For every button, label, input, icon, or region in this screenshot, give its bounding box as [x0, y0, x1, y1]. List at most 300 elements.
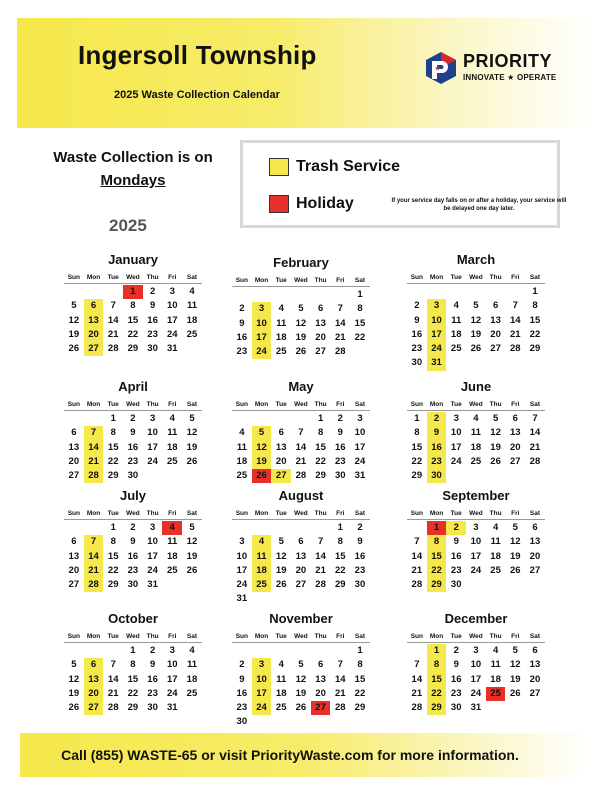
priority-logo-icon	[425, 51, 457, 85]
day-cell: 1	[110, 413, 116, 424]
weekday-label: Sun	[410, 401, 423, 408]
day-cell: 15	[107, 441, 119, 453]
weekday-label: Fri	[336, 510, 345, 517]
day-cell: 30	[334, 470, 346, 482]
weekday-label: Thu	[314, 510, 327, 517]
month-name: March	[456, 252, 496, 267]
holiday-legend-label: Holiday	[296, 195, 354, 212]
day-cell: 14	[334, 673, 346, 685]
day-cell: 14	[107, 673, 119, 685]
day-cell: 16	[334, 441, 346, 453]
legend-box	[240, 140, 567, 228]
weekday-label: Mon	[254, 401, 269, 408]
collection-day: Mondays	[100, 172, 166, 189]
day-cell: 29	[107, 579, 119, 591]
empty-day	[505, 285, 525, 299]
day-cell: 25	[236, 470, 248, 482]
day-cell: 5	[473, 300, 479, 312]
holiday-swatch	[269, 195, 289, 213]
day-cell: 7	[110, 300, 116, 312]
day-cell: 25	[186, 328, 198, 340]
day-cell: 25	[450, 343, 462, 355]
day-cell: 12	[470, 314, 482, 326]
day-cell: 29	[334, 579, 346, 591]
day-cell: 17	[166, 673, 178, 685]
month-name: August	[278, 488, 324, 503]
trash-day: 9	[427, 426, 447, 440]
trash-day: 17	[427, 328, 447, 342]
day-cell: 9	[453, 659, 459, 671]
day-cell: 31	[470, 702, 482, 714]
day-cell: 18	[490, 673, 501, 685]
day-cell: 7	[317, 536, 324, 548]
month-april	[64, 377, 202, 483]
day-cell: 5	[278, 536, 284, 548]
empty-day	[291, 412, 311, 426]
trash-day: 28	[84, 469, 104, 483]
day-cell: 20	[68, 455, 80, 467]
day-cell: 3	[473, 522, 479, 533]
day-cell: 17	[470, 550, 482, 562]
day-cell: 6	[532, 522, 538, 533]
day-cell: 28	[334, 346, 346, 358]
empty-day	[252, 288, 272, 302]
trash-day: 4	[252, 535, 272, 549]
day-cell: 4	[473, 413, 479, 424]
empty-day	[64, 412, 84, 426]
day-cell: 8	[110, 536, 116, 548]
day-cell: 4	[189, 286, 195, 297]
day-cell: 27	[509, 455, 521, 467]
weekday-label: Tue	[450, 401, 462, 408]
day-cell: 22	[529, 328, 541, 340]
day-cell: 23	[450, 564, 462, 576]
empty-day	[311, 288, 331, 302]
trash-day: 12	[252, 441, 272, 455]
weekday-label: Sat	[529, 633, 541, 640]
day-cell: 13	[529, 536, 541, 548]
month-february	[232, 253, 370, 359]
day-cell: 16	[127, 550, 139, 562]
trash-day: 29	[427, 701, 447, 715]
weekday-label: Sun	[410, 633, 423, 640]
weekday-label: Sun	[235, 277, 248, 284]
weekday-label: Mon	[86, 633, 101, 640]
trash-day: 25	[252, 578, 272, 592]
day-cell: 8	[532, 300, 538, 312]
day-cell: 10	[354, 427, 366, 439]
weekday-label: Sat	[529, 510, 541, 517]
weekday-label: Thu	[489, 510, 502, 517]
month-october	[64, 609, 202, 715]
day-cell: 26	[186, 564, 198, 576]
month-days	[407, 412, 545, 483]
day-cell: 25	[470, 455, 482, 467]
empty-day	[427, 285, 447, 299]
weekday-header	[64, 508, 202, 520]
day-cell: 27	[295, 579, 307, 591]
empty-day	[291, 644, 311, 658]
trash-day: 6	[84, 299, 104, 313]
weekday-label: Tue	[107, 401, 119, 408]
weekday-label: Thu	[314, 277, 327, 284]
weekday-label: Wed	[126, 401, 140, 408]
day-cell: 2	[149, 645, 156, 656]
day-cell: 20	[509, 441, 521, 453]
month-name: January	[108, 252, 158, 267]
trash-day: 28	[84, 578, 104, 592]
day-cell: 27	[490, 343, 501, 355]
weekday-label: Fri	[168, 274, 177, 281]
day-cell: 21	[334, 331, 346, 343]
trash-day: 11	[252, 550, 272, 564]
empty-day	[271, 644, 291, 658]
trash-day: 29	[427, 578, 447, 592]
month-days	[407, 285, 545, 371]
day-cell: 23	[147, 328, 158, 340]
day-cell: 30	[127, 579, 139, 591]
month-days	[407, 521, 545, 592]
day-cell: 24	[450, 455, 462, 467]
month-name: September	[442, 488, 510, 503]
day-cell: 12	[490, 427, 501, 439]
weekday-label: Sun	[67, 274, 80, 281]
empty-day	[64, 644, 84, 658]
weekday-label: Wed	[469, 510, 483, 517]
empty-day	[291, 521, 311, 535]
day-cell: 6	[492, 300, 499, 312]
day-cell: 22	[107, 455, 119, 467]
trash-day: 27	[271, 469, 291, 483]
trash-day: 10	[252, 317, 272, 331]
weekday-label: Fri	[511, 510, 520, 517]
month-name: July	[119, 488, 146, 503]
day-cell: 31	[236, 593, 248, 605]
weekday-label: Tue	[450, 510, 462, 517]
day-cell: 8	[357, 303, 363, 315]
weekday-label: Thu	[314, 401, 327, 408]
day-cell: 6	[71, 536, 77, 548]
weekday-label: Tue	[107, 510, 119, 517]
weekday-label: Mon	[429, 274, 444, 281]
day-cell: 8	[357, 659, 363, 671]
day-cell: 14	[509, 314, 521, 326]
day-cell: 25	[166, 455, 178, 467]
day-cell: 10	[470, 536, 482, 548]
weekday-header	[407, 508, 545, 520]
day-cell: 28	[107, 343, 119, 355]
day-cell: 16	[450, 673, 462, 685]
day-cell: 13	[275, 441, 287, 453]
day-cell: 13	[68, 441, 80, 453]
day-cell: 25	[166, 564, 178, 576]
day-cell: 22	[354, 331, 366, 343]
day-cell: 20	[529, 550, 541, 562]
day-cell: 5	[189, 522, 195, 533]
trash-day: 18	[252, 564, 272, 578]
day-cell: 9	[130, 536, 136, 548]
weekday-label: Tue	[275, 277, 287, 284]
weekday-header	[407, 399, 545, 411]
day-cell: 8	[110, 427, 116, 439]
month-december	[407, 609, 545, 715]
collection-info	[38, 146, 228, 192]
month-days	[232, 288, 370, 359]
day-cell: 9	[453, 536, 459, 548]
day-cell: 13	[490, 314, 501, 326]
day-cell: 4	[169, 413, 175, 424]
trash-day: 30	[427, 469, 447, 483]
weekday-label: Wed	[294, 277, 308, 284]
day-cell: 27	[529, 687, 541, 699]
day-cell: 21	[107, 687, 119, 699]
day-cell: 26	[509, 564, 521, 576]
day-cell: 27	[315, 346, 326, 358]
day-cell: 21	[295, 455, 307, 467]
day-cell: 5	[492, 413, 499, 424]
day-cell: 13	[509, 427, 521, 439]
day-cell: 20	[315, 687, 326, 699]
empty-day	[232, 412, 252, 426]
day-cell: 30	[450, 579, 462, 591]
day-cell: 15	[354, 317, 366, 329]
day-cell: 8	[317, 427, 324, 439]
day-cell: 5	[512, 522, 518, 533]
trash-day: 10	[252, 673, 272, 687]
day-cell: 26	[470, 343, 482, 355]
day-cell: 15	[315, 441, 326, 453]
month-days	[64, 285, 202, 356]
day-cell: 18	[275, 331, 287, 343]
day-cell: 13	[315, 673, 326, 685]
empty-day	[271, 521, 291, 535]
weekday-label: Sat	[186, 274, 198, 281]
day-cell: 10	[470, 659, 482, 671]
day-cell: 27	[68, 579, 80, 591]
month-name: May	[288, 379, 314, 394]
day-cell: 4	[189, 645, 195, 656]
day-cell: 29	[127, 702, 139, 714]
weekday-label: Mon	[86, 510, 101, 517]
day-cell: 17	[147, 550, 158, 562]
trash-day: 8	[427, 658, 447, 672]
day-cell: 31	[147, 579, 158, 591]
trash-day: 17	[252, 687, 272, 701]
weekday-label: Mon	[254, 277, 269, 284]
day-cell: 29	[127, 343, 139, 355]
month-november	[232, 609, 370, 730]
day-cell: 14	[295, 441, 307, 453]
day-cell: 4	[492, 645, 499, 656]
day-cell: 17	[236, 564, 248, 576]
trash-day: 13	[84, 314, 104, 328]
day-cell: 19	[490, 441, 501, 453]
day-cell: 17	[470, 673, 482, 685]
day-cell: 9	[337, 427, 343, 439]
day-cell: 19	[68, 687, 80, 699]
day-cell: 16	[236, 331, 248, 343]
day-cell: 4	[492, 522, 499, 533]
day-cell: 10	[450, 427, 462, 439]
day-cell: 22	[107, 564, 119, 576]
page-subtitle: 2025 Waste Collection Calendar	[114, 89, 280, 101]
day-cell: 6	[317, 659, 324, 671]
day-cell: 16	[147, 314, 158, 326]
day-cell: 11	[186, 659, 197, 671]
weekday-header	[232, 275, 370, 287]
day-cell: 23	[236, 702, 248, 714]
day-cell: 13	[315, 317, 326, 329]
day-cell: 24	[166, 328, 178, 340]
day-cell: 25	[490, 564, 501, 576]
day-cell: 16	[127, 441, 139, 453]
day-cell: 12	[68, 314, 80, 326]
day-cell: 3	[239, 536, 245, 548]
weekday-label: Fri	[336, 633, 345, 640]
day-cell: 13	[68, 550, 80, 562]
day-cell: 23	[127, 455, 139, 467]
day-cell: 20	[529, 673, 541, 685]
day-cell: 9	[130, 427, 136, 439]
contact-info: Call (855) WASTE-65 or visit PriorityWaste.com for more information.	[61, 747, 519, 763]
weekday-label: Sun	[67, 633, 80, 640]
day-cell: 7	[512, 300, 518, 312]
empty-day	[291, 288, 311, 302]
day-cell: 24	[166, 687, 178, 699]
day-cell: 24	[147, 564, 158, 576]
month-may	[232, 377, 370, 483]
day-cell: 24	[236, 579, 248, 591]
day-cell: 6	[532, 645, 538, 656]
trash-day: 3	[252, 658, 272, 672]
empty-day	[466, 285, 486, 299]
day-cell: 11	[490, 659, 501, 671]
weekday-header	[407, 631, 545, 643]
day-cell: 5	[298, 303, 304, 315]
day-cell: 29	[411, 470, 423, 482]
day-cell: 7	[337, 659, 343, 671]
day-cell: 21	[315, 564, 326, 576]
trash-day: 3	[427, 299, 447, 313]
weekday-label: Thu	[314, 633, 327, 640]
weekday-label: Sat	[529, 401, 541, 408]
weekday-label: Mon	[254, 633, 269, 640]
day-cell: 11	[276, 317, 287, 329]
day-cell: 1	[130, 645, 136, 656]
day-cell: 28	[334, 702, 346, 714]
trash-day: 13	[84, 673, 104, 687]
day-cell: 11	[186, 300, 197, 312]
day-cell: 11	[470, 427, 481, 439]
day-cell: 29	[315, 470, 326, 482]
weekday-header	[407, 272, 545, 284]
day-cell: 30	[411, 357, 423, 369]
day-cell: 26	[295, 346, 307, 358]
day-cell: 11	[276, 673, 287, 685]
month-name: February	[273, 255, 329, 270]
trash-day: 10	[427, 314, 447, 328]
day-cell: 9	[149, 659, 156, 671]
empty-day	[232, 288, 252, 302]
day-cell: 19	[68, 328, 80, 340]
weekday-header	[64, 272, 202, 284]
day-cell: 20	[68, 564, 80, 576]
weekday-label: Tue	[450, 274, 462, 281]
day-cell: 25	[275, 702, 287, 714]
weekday-label: Tue	[450, 633, 462, 640]
month-august	[232, 486, 370, 607]
day-cell: 28	[411, 579, 423, 591]
day-cell: 6	[278, 427, 284, 439]
day-cell: 20	[295, 564, 307, 576]
day-cell: 9	[357, 536, 363, 548]
day-cell: 5	[189, 413, 195, 424]
day-cell: 20	[315, 331, 326, 343]
day-cell: 28	[295, 470, 307, 482]
day-cell: 15	[411, 441, 423, 453]
weekday-label: Sat	[354, 510, 366, 517]
collection-line: Waste Collection is on	[53, 149, 213, 166]
holiday-day: 26	[252, 469, 272, 483]
day-cell: 12	[295, 673, 307, 685]
weekday-label: Thu	[489, 633, 502, 640]
day-cell: 21	[334, 687, 346, 699]
day-cell: 17	[354, 441, 366, 453]
weekday-label: Thu	[489, 274, 502, 281]
trash-day: 31	[427, 356, 447, 370]
trash-day: 1	[427, 644, 447, 658]
day-cell: 30	[354, 579, 366, 591]
empty-day	[64, 521, 84, 535]
day-cell: 11	[490, 536, 501, 548]
weekday-label: Wed	[294, 633, 308, 640]
day-cell: 19	[295, 331, 307, 343]
day-cell: 31	[166, 702, 178, 714]
page-title: Ingersoll Township	[78, 40, 317, 70]
weekday-label: Sat	[354, 401, 366, 408]
day-cell: 6	[71, 427, 77, 439]
weekday-label: Thu	[146, 401, 159, 408]
month-name: June	[460, 379, 492, 394]
day-cell: 21	[411, 687, 423, 699]
empty-day	[407, 644, 427, 658]
day-cell: 24	[354, 455, 366, 467]
day-cell: 15	[354, 673, 366, 685]
month-days	[64, 521, 202, 592]
empty-day	[446, 285, 466, 299]
day-cell: 27	[529, 564, 541, 576]
empty-day	[84, 644, 104, 658]
weekday-label: Wed	[469, 633, 483, 640]
day-cell: 3	[169, 645, 175, 656]
weekday-label: Tue	[107, 274, 119, 281]
footer-banner	[20, 733, 590, 777]
trash-day: 2	[427, 412, 447, 426]
trash-legend-label: Trash Service	[296, 158, 401, 175]
day-cell: 2	[239, 659, 245, 671]
day-cell: 6	[298, 536, 304, 548]
day-cell: 31	[166, 343, 178, 355]
day-cell: 14	[529, 427, 541, 439]
trash-day: 17	[252, 331, 272, 345]
day-cell: 1	[317, 413, 324, 424]
day-cell: 4	[278, 659, 284, 671]
day-cell: 10	[147, 427, 158, 439]
day-cell: 14	[411, 673, 423, 685]
trash-day: 22	[427, 564, 447, 578]
trash-day: 8	[427, 535, 447, 549]
empty-day	[103, 285, 123, 299]
